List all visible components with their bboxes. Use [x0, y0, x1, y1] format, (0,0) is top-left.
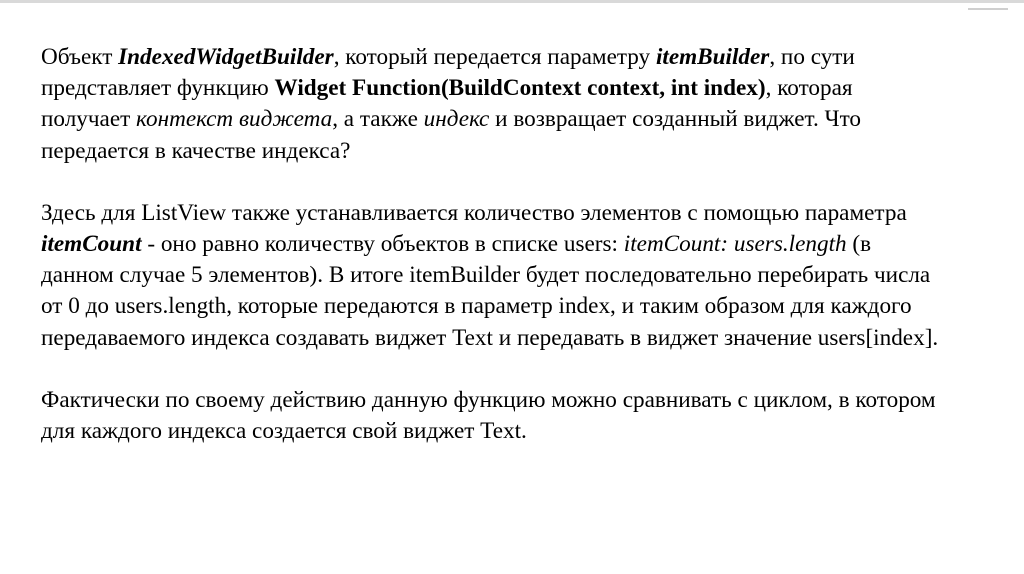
paragraph-1 — [41, 42, 941, 167]
slide-body — [41, 42, 941, 447]
term-item-builder: itemBuilder — [655, 44, 770, 70]
text-segment: - оно равно количеству объектов в списке users: — [141, 231, 624, 258]
text-segment: , по сути представляет функцию — [41, 44, 855, 102]
text-segment: Фактически по своему действию данную функцию можно сравнивать с циклом, в котором для каждого индекса создается свой виджет Text. — [41, 386, 936, 445]
paragraph-2 — [41, 198, 941, 354]
term-indexed-widget-builder: IndexedWidgetBuilder — [118, 44, 334, 70]
term-item-count: itemCount — [41, 231, 142, 258]
term-item-count-expression: itemCount: users.length — [623, 231, 847, 258]
term-widget-context: контекст виджета — [136, 106, 333, 133]
paragraph-3 — [41, 385, 941, 447]
top-divider — [0, 0, 1024, 3]
text-segment: , а также — [332, 106, 424, 133]
text-segment: Здесь для ListView также устанавливается количество элементов с помощью параметра — [41, 199, 907, 226]
text-segment: , который передается параметру — [333, 44, 656, 70]
text-segment: Объект — [41, 44, 119, 70]
corner-divider — [968, 8, 1008, 10]
text-segment: и возвращает созданный виджет. Что передается в качестве индекса? — [41, 106, 862, 164]
term-widget-function-signature: Widget Function(BuildContext context, int index) — [274, 75, 766, 102]
text-segment: , которая получает — [41, 75, 853, 133]
text-segment: (в данном случае 5 элементов). В итоге itemBuilder будет последовательно перебирать числа от 0 до users.length, которые передаются в параметр index, и таким образом для каждого передаваемого индекса создавать виджет Text и передавать в виджет значение users[index]. — [41, 231, 939, 351]
term-index: индекс — [423, 106, 490, 133]
